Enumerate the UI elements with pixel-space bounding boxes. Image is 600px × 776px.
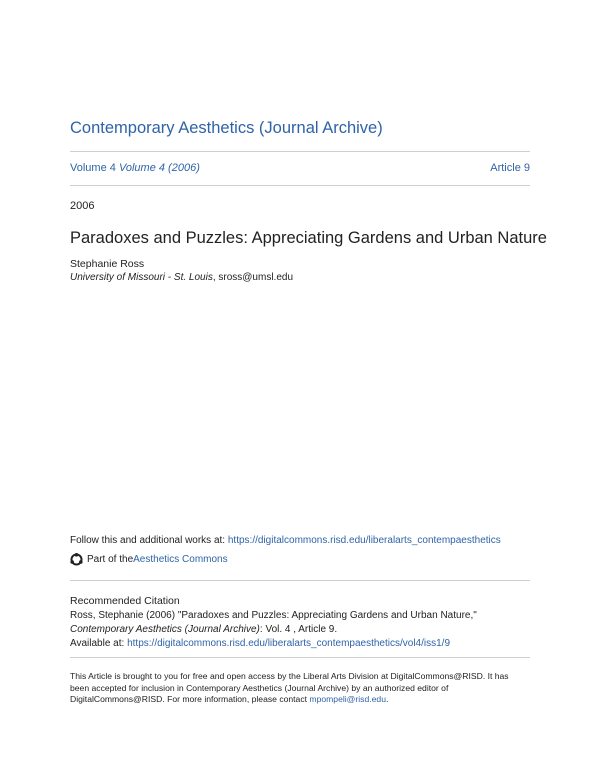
volume-link[interactable]: Volume 4: [70, 162, 116, 174]
footer-divider: [70, 657, 530, 658]
article-title: Paradoxes and Puzzles: Appreciating Gardens and Urban Nature: [70, 229, 547, 247]
part-of-prefix: Part of the: [87, 554, 134, 565]
top-divider: [70, 151, 530, 152]
access-notice: [70, 671, 530, 706]
part-of-line: [70, 553, 228, 566]
article-number-link[interactable]: Article 9: [490, 162, 530, 174]
affiliation-name: University of Missouri - St. Louis: [70, 272, 213, 283]
access-notice-end: .: [385, 694, 389, 704]
citation-divider: [70, 580, 530, 581]
follow-prefix: Follow this and additional works at:: [70, 535, 228, 546]
network-commons-icon: [70, 553, 83, 566]
volume-issue-link[interactable]: Volume 4 (2006): [118, 162, 200, 174]
follow-line: [70, 535, 501, 546]
author-email: , sross@umsl.edu: [212, 272, 294, 283]
citation-url-link[interactable]: https://digitalcommons.risd.edu/liberalarts_contempaesthetics/vol4/iss1/9: [127, 638, 451, 649]
author-name: Stephanie Ross: [70, 258, 145, 270]
contact-email-link[interactable]: mpompeli@risd.edu: [309, 694, 386, 704]
access-notice-text: This Article is brought to you for free and open access by the Liberal Arts Division at DigitalCommons@RISD. It has been accepted for inclusion in Contemporary Aesthetics (Journal Archive) by an authorized editor of DigitalCommons@RISD. For more information, please contact: [70, 671, 509, 704]
citation-text-start: Ross, Stephanie (2006) "Paradoxes and Puzzles: Appreciating Gardens and Urban Nature,": [70, 610, 477, 621]
citation-text-end: : Vol. 4 , Article 9.: [259, 624, 338, 635]
aesthetics-commons-link[interactable]: Aesthetics Commons: [133, 554, 228, 565]
citation-journal: Contemporary Aesthetics (Journal Archive): [70, 624, 260, 635]
header-divider: [70, 185, 530, 186]
volume-line: [70, 162, 200, 174]
collection-url-link[interactable]: https://digitalcommons.risd.edu/liberalarts_contempaesthetics: [227, 535, 501, 546]
citation-heading: Recommended Citation: [70, 595, 180, 607]
available-prefix: Available at:: [70, 638, 128, 649]
citation-body: [70, 609, 530, 651]
author-affiliation: [70, 272, 293, 283]
journal-title-link[interactable]: Contemporary Aesthetics (Journal Archive): [70, 119, 383, 137]
publication-year: 2006: [70, 200, 95, 212]
